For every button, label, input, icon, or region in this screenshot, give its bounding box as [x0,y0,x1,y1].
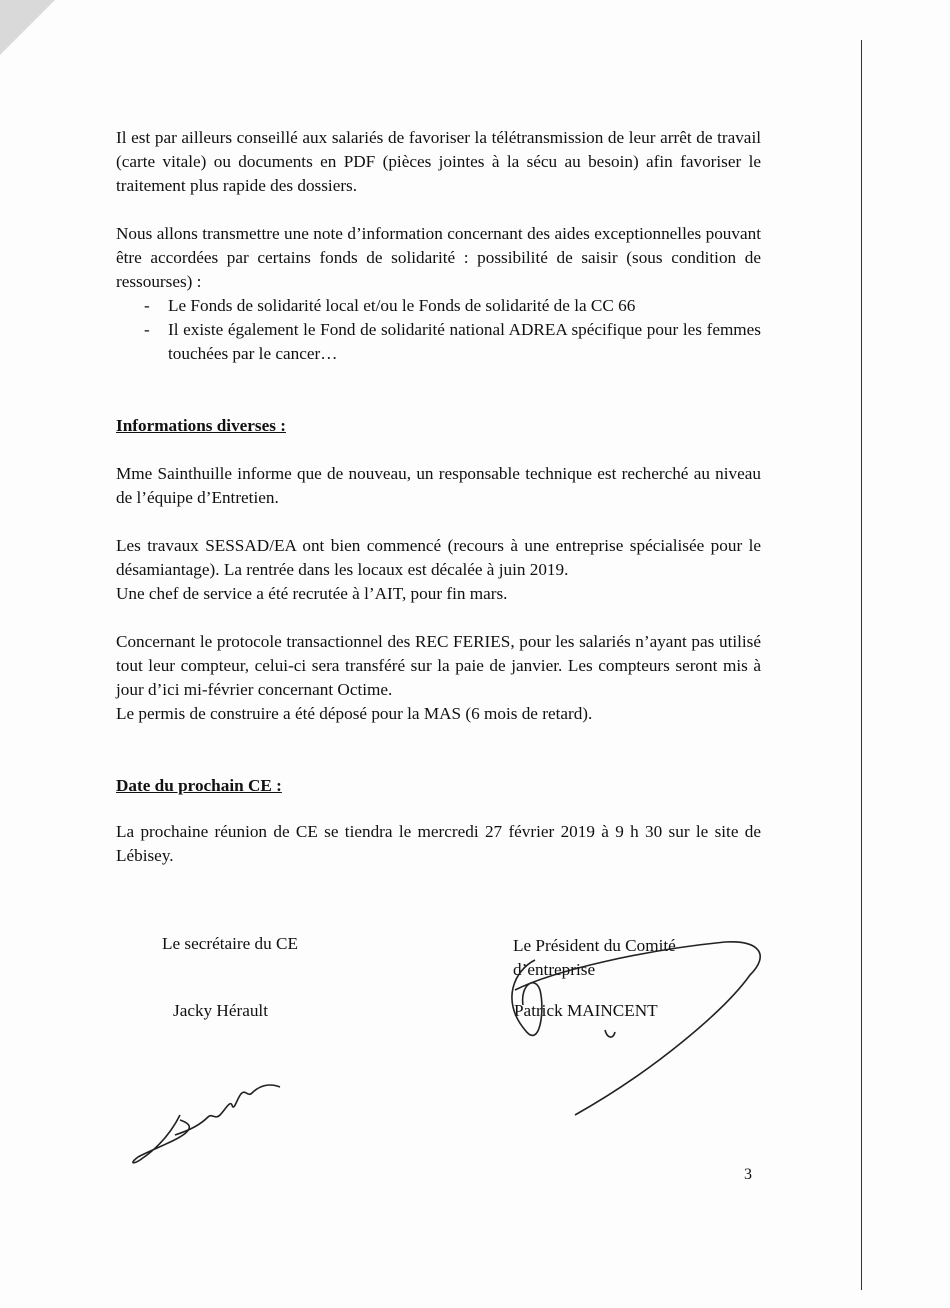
secretary-title: Le secrétaire du CE [162,934,298,953]
list-item: - Le Fonds de solidarité local et/ou le Fonds de solidarité de la CC 66 [116,294,761,318]
paragraph-next-meeting: La prochaine réunion de CE se tiendra le mercredi 27 février 2019 à 9 h 30 sur le site de Lébisey. [116,822,761,865]
paragraph-infos-2: Les travaux SESSAD/EA ont bien commencé (recours à une entreprise spécialisée pour le désamiantage). La rentrée dans les locaux est décalée à juin 2019. [116,536,761,579]
page-number: 3 [744,1166,752,1183]
secretary-name: Jacky Hérault [173,1001,268,1020]
folded-corner [0,0,55,55]
paragraph-infos-5: Le permis de construire a été déposé pour la MAS (6 mois de retard). [116,704,593,723]
paragraph-infos-1: Mme Sainthuille informe que de nouveau, un responsable technique est recherché au niveau de l’équipe d’Entretien. [116,464,761,507]
president-name: Patrick MAINCENT [514,1001,658,1020]
paragraph-teletransmission: Il est par ailleurs conseillé aux salariés de favoriser la télétransmission de leur arrêt de travail (carte vitale) ou documents en PDF (pièces jointes à la sécu au besoin) afin favoriser le traitement plus rapide des dossiers. [116,128,761,195]
section-heading-infos: Informations diverses : [116,416,286,435]
president-signature [495,930,775,1130]
solidarity-fund-list [116,294,761,366]
margin-line [861,40,862,1290]
document-body [116,126,761,868]
secretary-signature-text: Jherault [180,1105,184,1106]
paragraph-infos-4: Concernant le protocole transactionnel des REC FERIES, pour les salariés n’ayant pas utilisé tout leur compteur, celui-ci sera transféré sur la paie de janvier. Les compteurs seront mis à jour d’ici mi-février concernant Octime. [116,632,761,699]
president-title-line2: d’entreprise [513,960,596,979]
section-heading-next-meeting: Date du prochain CE : [116,776,282,795]
paragraph-note-intro: Nous allons transmettre une note d’information concernant des aides exceptionnelles pouvant être accordées par certains fonds de solidarité : possibilité de saisir (sous condition de ressourses) : [116,224,761,291]
secretary-signature [120,1075,300,1175]
paragraph-infos-3: Une chef de service a été recrutée à l’AIT, pour fin mars. [116,584,508,603]
president-title-line1: Le Président du Comité [513,936,676,955]
list-item: - Il existe également le Fond de solidarité national ADREA spécifique pour les femmes touchées par le cancer… [116,318,761,366]
